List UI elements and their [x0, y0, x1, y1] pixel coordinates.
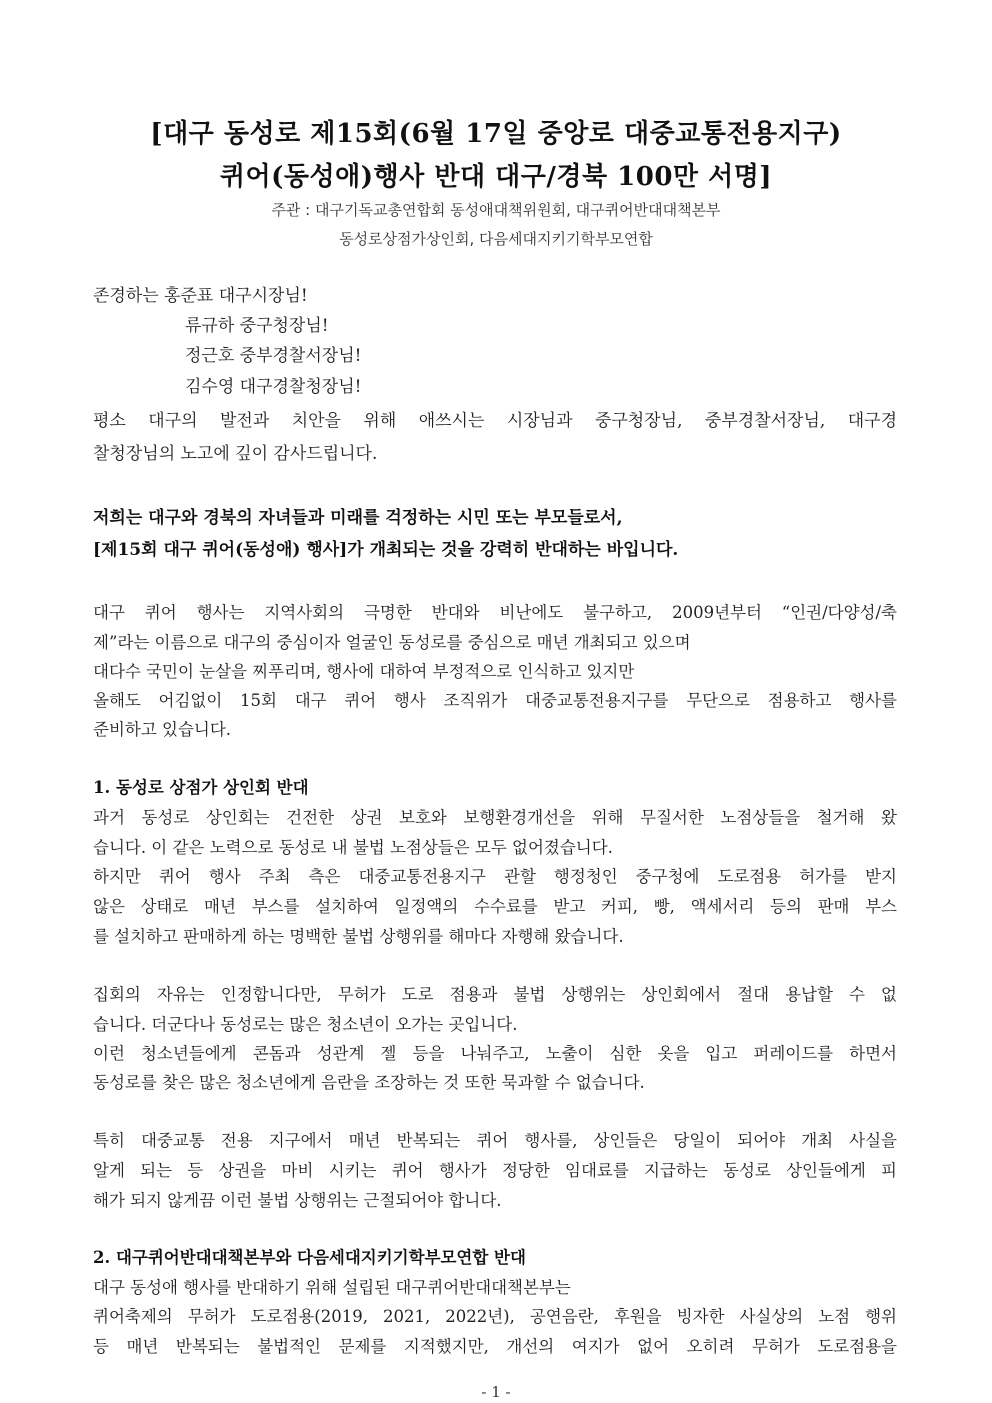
section1-heading: 1. 동성로 상점가 상인회 반대 — [93, 778, 309, 797]
section1-p1-line1: 과거 동성로 상인회는 건전한 상권 보호와 보행환경개선을 위해 무질서한 노점상들을 철거해 왔 — [93, 808, 897, 827]
section1-p2-line3: 이런 청소년들에게 콘돔과 성관계 젤 등을 나눠주고, 노출이 심한 옷을 입고 퍼레이드를 하면서 — [93, 1044, 897, 1063]
greeting-mayor: 존경하는 홍준표 대구시장님! — [93, 286, 308, 306]
section2-line1: 대구 동성애 행사를 반대하기 위해 설립된 대구퀴어반대대책본부는 — [93, 1278, 571, 1297]
greeting-thanks-line1: 평소 대구의 발전과 치안을 위해 애쓰시는 시장님과 중구청장님, 중부경찰서장님, 대구경 — [93, 411, 897, 431]
section1-p1-line5: 를 설치하고 판매하게 하는 명백한 불법 상행위를 해마다 자행해 왔습니다. — [93, 927, 624, 946]
section1-p3-line2: 알게 되는 등 상권을 마비 시키는 퀴어 행사가 정당한 임대료를 지급하는 동성로 상인들에게 피 — [93, 1161, 897, 1180]
intro-line5: 준비하고 있습니다. — [93, 720, 232, 739]
intro-line1: 대구 퀴어 행사는 지역사회의 극명한 반대와 비난에도 불구하고, 2009년부터 “인권/다양성/축 — [93, 603, 897, 622]
document-title-line1: [대구 동성로 제15회(6월 17일 중앙로 대중교통전용지구) — [150, 119, 842, 149]
section1-p1-line3: 하지만 퀴어 행사 주최 측은 대중교통전용지구 관할 행정청인 중구청에 도로점용 허가를 받지 — [93, 867, 897, 886]
intro-line4: 올해도 어김없이 15회 대구 퀴어 행사 조직위가 대중교통전용지구를 무단으로 점용하고 행사를 — [93, 691, 897, 710]
section2-line3: 등 매년 반복되는 불법적인 문제를 지적했지만, 개선의 여지가 없어 오히려 무허가 도로점용을 — [93, 1337, 897, 1356]
greeting-police-commissioner: 김수영 대구경찰청장님! — [185, 377, 362, 397]
statement-line1: 저희는 대구와 경북의 자녀들과 미래를 걱정하는 시민 또는 부모들로서, — [93, 508, 623, 528]
statement-line2: [제15회 대구 퀴어(동성애) 행사]가 개최되는 것을 강력히 반대하는 바입니다. — [93, 540, 679, 560]
document-title-line2: 퀴어(동성애)행사 반대 대구/경북 100만 서명] — [219, 162, 773, 192]
page-number: - 1 - — [481, 1383, 511, 1401]
section1-p1-line2: 습니다. 이 같은 노력으로 동성로 내 불법 노점상들은 모두 없어졌습니다. — [93, 838, 613, 857]
greeting-thanks-line2: 찰청장님의 노고에 깊이 감사드립니다. — [93, 444, 378, 464]
organizers-line2: 동성로상점가상인회, 다음세대지키기학부모연합 — [339, 230, 653, 248]
section1-p2-line2: 습니다. 더군다나 동성로는 많은 청소년이 오가는 곳입니다. — [93, 1015, 518, 1034]
greeting-police-chief: 정근호 중부경찰서장님! — [185, 346, 362, 366]
section1-p1-line4: 않은 상태로 매년 부스를 설치하여 일정액의 수수료를 받고 커피, 빵, 액세서리 등의 판매 부스 — [93, 897, 897, 916]
section2-heading: 2. 대구퀴어반대대책본부와 다음세대지키기학부모연합 반대 — [93, 1248, 526, 1267]
organizers-line1: 주관 : 대구기독교총연합회 동성애대책위원회, 대구퀴어반대대책본부 — [271, 201, 721, 219]
section2-line2: 퀴어축제의 무허가 도로점용(2019, 2021, 2022년), 공연음란, 후원을 빙자한 사실상의 노점 행위 — [93, 1307, 897, 1326]
intro-line2: 제”라는 이름으로 대구의 중심이자 얼굴인 동성로를 중심으로 매년 개최되고 있으며 — [93, 633, 691, 652]
section1-p2-line4: 동성로를 찾은 많은 청소년에게 음란을 조장하는 것 또한 묵과할 수 없습니다. — [93, 1073, 645, 1092]
section1-p2-line1: 집회의 자유는 인정합니다만, 무허가 도로 점용과 불법 상행위는 상인회에서 절대 용납할 수 없 — [93, 985, 897, 1004]
greeting-district-head: 류규하 중구청장님! — [185, 316, 329, 336]
section1-p3-line1: 특히 대중교통 전용 지구에서 매년 반복되는 퀴어 행사를, 상인들은 당일이 되어야 개최 사실을 — [93, 1131, 897, 1150]
section1-p3-line3: 해가 되지 않게끔 이런 불법 상행위는 근절되어야 합니다. — [93, 1191, 502, 1210]
intro-line3: 대다수 국민이 눈살을 찌푸리며, 행사에 대하여 부정적으로 인식하고 있지만 — [93, 662, 635, 681]
